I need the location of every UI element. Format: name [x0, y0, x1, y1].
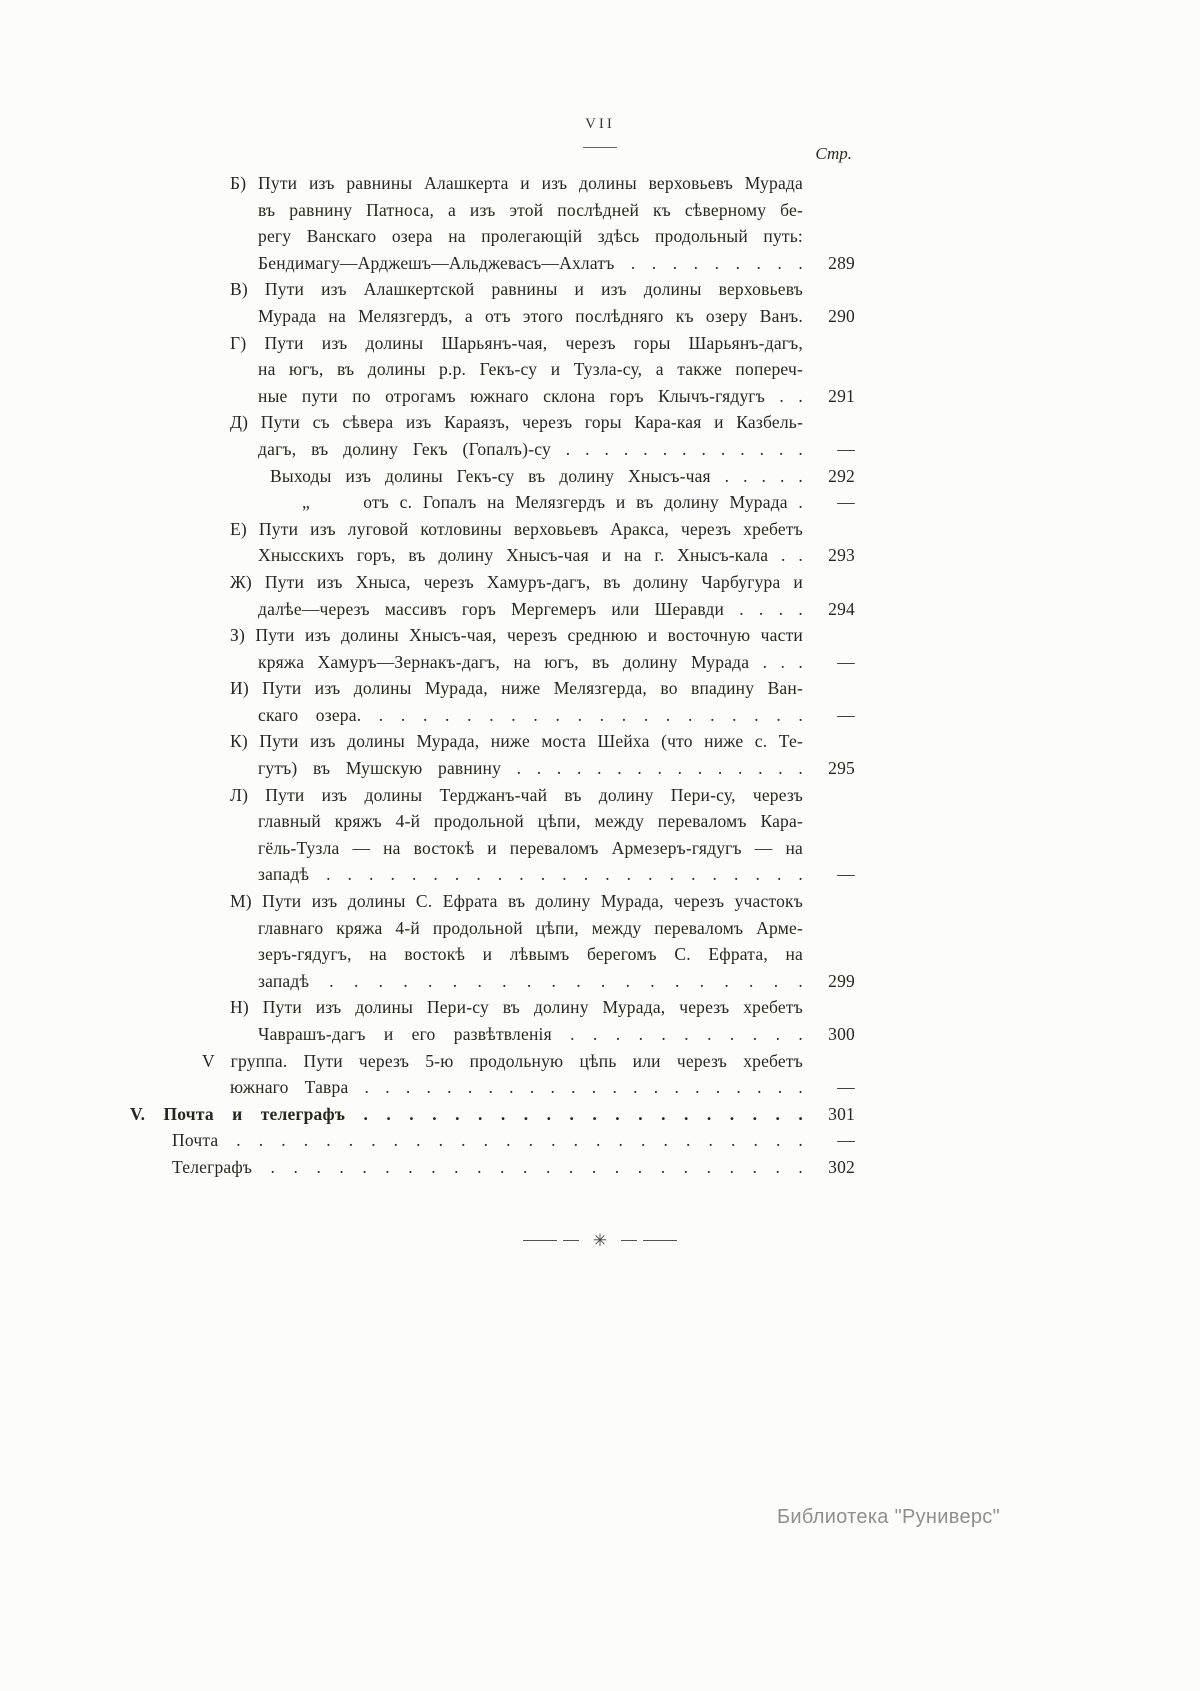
toc-entry-line: Д) Пути съ сѣвера изъ Караязъ, черезъ горы Кара-кая и Казбель-: [230, 412, 803, 433]
toc-entry-text: [230, 994, 803, 1047]
toc-entry-line: далѣе—черезъ массивъ горъ Мергемеръ или Шеравди . . . .: [258, 598, 803, 619]
toc-entry: [130, 1127, 855, 1154]
toc-entry-text: [230, 170, 803, 276]
toc-entry-line: Выходы изъ долины Гекъ-су въ долину Хнысъ-чая . . . . .: [270, 465, 803, 486]
toc-entry: [130, 1048, 855, 1101]
toc-entry: [130, 409, 855, 462]
toc-entry: [130, 888, 855, 994]
toc-entry-text: [230, 782, 803, 888]
toc-page-ref: —: [837, 492, 855, 513]
ornament-line-left: [523, 1240, 557, 1241]
footer-ornament: [0, 1232, 1200, 1249]
page-column-label: Стр.: [815, 144, 852, 163]
toc-page-ref: 301: [828, 1103, 855, 1124]
toc-entry-text: [230, 728, 803, 781]
toc-entry-line: на югъ, въ долины р.р. Гекъ-су и Тузла-су, а также попереч-: [258, 359, 803, 380]
toc-page-ref: 295: [828, 758, 855, 779]
ornament-line-right: [643, 1240, 677, 1241]
toc-entry-line: южнаго Тавра . . . . . . . . . . . . . . . . . . . . . .: [230, 1077, 803, 1098]
toc-entry-text: [230, 675, 803, 728]
toc-entry-line: V. Почта и телеграфъ . . . . . . . . . . . . . . . . . . . .: [130, 1103, 803, 1124]
toc-entry-line: въ равнину Патноса, а изъ этой послѣдней къ сѣверному бе-: [258, 199, 803, 220]
page-number: VII: [585, 116, 615, 132]
toc-page-ref: —: [837, 864, 855, 885]
toc-entry-line: Хнысскихъ горъ, въ долину Хнысъ-чая и на г. Хнысъ-кала . .: [258, 545, 803, 566]
toc-entry-text: [172, 1127, 803, 1154]
toc-entry-line: западѣ . . . . . . . . . . . . . . . . . . . . . . .: [258, 864, 803, 885]
toc-entry-text: [230, 622, 803, 675]
toc-entry: [130, 276, 855, 329]
toc-entry-text: [230, 516, 803, 569]
asterisk-ornament-icon: ✳: [592, 1231, 608, 1250]
toc-entry: [130, 728, 855, 781]
toc-entry: [130, 463, 855, 490]
toc-entry-line: дагъ, въ долину Гекъ (Гопалъ)-су . . . . . . . . . . . . .: [258, 438, 803, 459]
toc-entry-line: V группа. Пути черезъ 5-ю продольную цѣпь или черезъ хребетъ: [202, 1050, 803, 1071]
toc-entry-line: Л) Пути изъ долины Терджанъ-чай въ долину Пери-су, черезъ: [230, 784, 803, 805]
toc-page-ref: —: [837, 704, 855, 725]
toc-entry-line: В) Пути изъ Алашкертской равнины и изъ долины верховьевъ: [230, 279, 803, 300]
toc-entry-line: Мурада на Мелязгердъ, а отъ этого послѣдняго къ озеру Ванъ.: [258, 305, 803, 326]
toc-entry-line: Чаврашъ-дагъ и его развѣтвленія . . . . . . . . . . .: [258, 1024, 803, 1044]
toc-entries: [130, 170, 855, 1181]
toc-page-ref: 291: [828, 385, 855, 406]
ornament-line-left-short: [563, 1240, 579, 1241]
toc-page-ref: —: [837, 1130, 855, 1151]
toc-page-ref: 299: [828, 970, 855, 991]
toc-entry-line: Б) Пути изъ равнины Алашкерта и изъ долины верховьевъ Мурада: [230, 173, 803, 193]
toc-entry-line: И) Пути изъ долины Мурада, ниже Мелязгерда, во впадину Ван-: [230, 678, 803, 699]
toc-entry: [130, 1154, 855, 1181]
toc-entry-line: Н) Пути изъ долины Пери-су въ долину Мурада, черезъ хребетъ: [230, 997, 803, 1018]
toc-entry: [130, 994, 855, 1047]
toc-entry: [130, 170, 855, 276]
toc-entry-line: западѣ . . . . . . . . . . . . . . . . . . . .: [258, 970, 803, 991]
toc-entry-text: [230, 330, 803, 410]
toc-entry: [130, 489, 855, 516]
toc-page-ref: 293: [828, 545, 855, 566]
toc-entry-line: регу Ванскаго озера на пролегающій здѣсь продольный путь:: [258, 226, 803, 247]
toc-entry: [130, 782, 855, 888]
toc-entry-line: кряжа Хамуръ—Зернакъ-дагъ, на югъ, въ долину Мурада . . .: [258, 651, 803, 672]
toc-entry-line: З) Пути изъ долины Хнысъ-чая, черезъ среднюю и восточную части: [230, 625, 803, 646]
toc-entry-text: [130, 1101, 803, 1128]
toc-entry-line: Телеграфъ . . . . . . . . . . . . . . . . . . . . . . . .: [172, 1156, 803, 1177]
toc-entry-text: [172, 1154, 803, 1181]
toc-entry-line: К) Пути изъ долины Мурада, ниже моста Шейха (что ниже с. Те-: [230, 731, 803, 752]
toc-page-ref: 302: [828, 1156, 855, 1177]
toc-entry-text: [270, 463, 803, 490]
toc-page-ref: 289: [828, 252, 855, 273]
toc-entry: [130, 569, 855, 622]
toc-entry: [130, 516, 855, 569]
toc-entry-line: Почта . . . . . . . . . . . . . . . . . . . . . . . . . .: [172, 1130, 803, 1151]
page-number-rule: [583, 147, 617, 148]
ornament-line-right-short: [621, 1240, 637, 1241]
toc-entry-line: Бендимагу—Арджешъ—Альджевасъ—Ахлатъ . . . . . . . . .: [258, 252, 803, 273]
toc-section-entry: [130, 1101, 855, 1128]
toc-entry-line: гёль-Тузла — на востокѣ и переваломъ Армезеръ-гядугъ — на: [258, 837, 803, 858]
toc-entry-line: Ж) Пути изъ Хныса, черезъ Хамуръ-дагъ, въ долину Чарбугура и: [230, 571, 803, 592]
toc-entry-line: зеръ-гядугъ, на востокѣ и лѣвымъ берегомъ С. Ефрата, на: [258, 944, 803, 965]
toc-page-ref: 300: [828, 1024, 855, 1044]
toc-entry-text: [230, 276, 803, 329]
toc-entry-line: гутъ) въ Мушскую равнину . . . . . . . . . . . . . . .: [258, 758, 803, 779]
toc-page-ref: —: [837, 1077, 855, 1098]
toc-entry: [130, 330, 855, 410]
toc-page-ref: 294: [828, 598, 855, 619]
toc-entry-line: ные пути по отрогамъ южнаго склона горъ Клычъ-гядугъ . .: [258, 385, 803, 406]
toc-entry-text: [302, 489, 803, 516]
toc-page-ref: 290: [828, 305, 855, 326]
toc-entry-line: скаго озера. . . . . . . . . . . . . . . . . . . . .: [258, 704, 803, 725]
library-watermark: Библиотека "Руниверс": [776, 1506, 1000, 1528]
toc-entry-text: [230, 569, 803, 622]
toc-entry: [130, 675, 855, 728]
toc-entry-line: М) Пути изъ долины С. Ефрата въ долину Мурада, черезъ участокъ: [230, 891, 803, 912]
toc-page-ref: —: [837, 438, 855, 459]
toc-entry: [130, 622, 855, 675]
toc-entry-line: Е) Пути изъ луговой котловины верховьевъ Аракса, черезъ хребетъ: [230, 518, 803, 539]
toc-page-ref: 292: [828, 465, 855, 486]
toc-entry-line: Г) Пути изъ долины Шарьянъ-чая, черезъ горы Шарьянъ-дагъ,: [230, 332, 803, 353]
toc-entry-text: [230, 888, 803, 994]
toc-page-ref: —: [837, 651, 855, 672]
toc-entry-text: [230, 409, 803, 462]
toc-entry-line: „ отъ с. Гопалъ на Мелязгердъ и въ долину Мурада .: [302, 492, 803, 513]
toc-entry-line: главный кряжъ 4-й продольной цѣпи, между переваломъ Кара-: [258, 811, 803, 832]
toc-entry-text: [202, 1048, 803, 1101]
toc-entry-line: главнаго кряжа 4-й продольной цѣпи, между переваломъ Арме-: [258, 917, 803, 938]
